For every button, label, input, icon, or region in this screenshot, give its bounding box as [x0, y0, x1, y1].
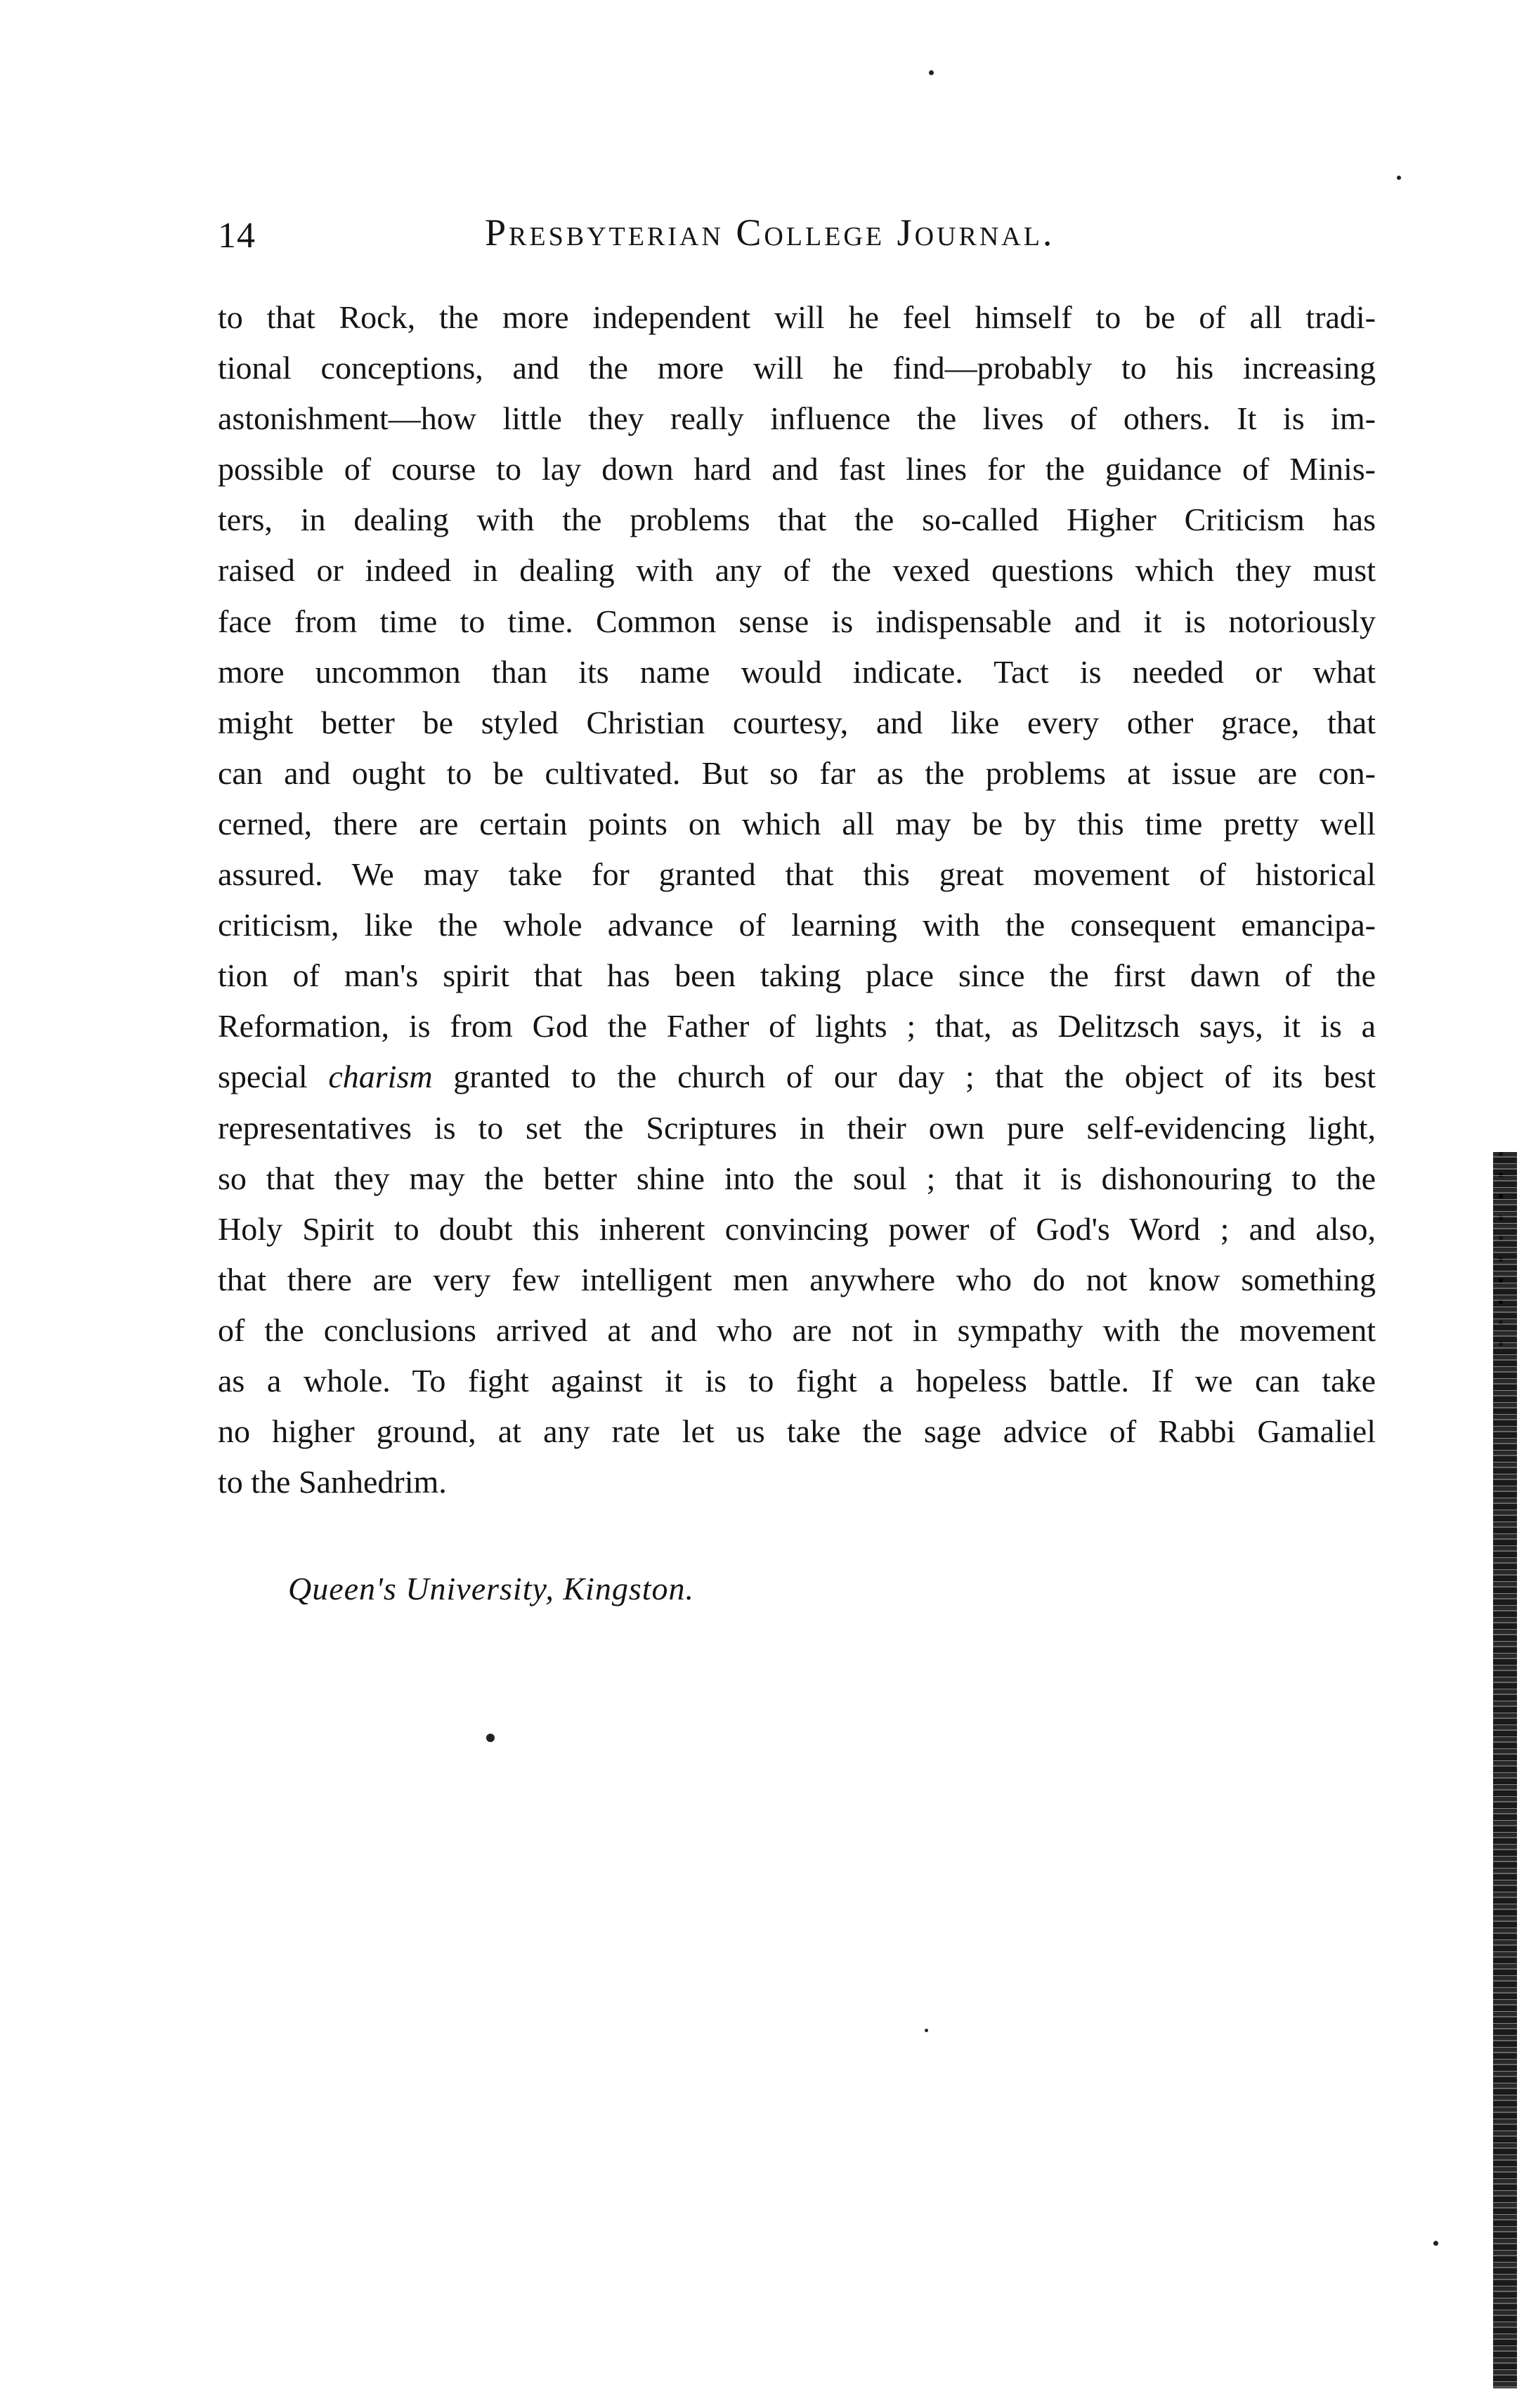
text-line: to that Rock, the more independent will he feel himself to be of all tradi-	[218, 299, 1376, 335]
text-line: so that they may the better shine into the soul ; that it is dishonouring to the	[218, 1160, 1376, 1196]
text-line-with-italic	[218, 1052, 1376, 1102]
scan-speck	[1397, 176, 1401, 180]
author-affiliation: Queen's University, Kingston.	[288, 1571, 695, 1607]
text-line: face from time to time. Common sense is indispensable and it is notoriously	[218, 603, 1376, 639]
text-line: possible of course to lay down hard and fast lines for the guidance of Minis-	[218, 451, 1376, 488]
text-line: cerned, there are certain points on which all may be by this time pretty well	[218, 805, 1376, 842]
italic-term: charism	[328, 1059, 433, 1095]
text-line: Reformation, is from God the Father of lights ; that, as Delitzsch says, it is a	[218, 1008, 1376, 1045]
scan-speck	[1433, 2241, 1438, 2246]
text-line: ters, in dealing with the problems that the so-called Higher Criticism has	[218, 502, 1376, 538]
text-line: tion of man's spirit that has been taking place since the first dawn of the	[218, 957, 1376, 994]
text-line: astonishment—how little they really influence the lives of others. It is im-	[218, 400, 1376, 437]
text-run: granted to the church of our day ; that the object of its best	[432, 1059, 1376, 1095]
text-line: raised or indeed in dealing with any of the vexed questions which they must	[218, 552, 1376, 589]
text-line: tional conceptions, and the more will he find—probably to his increasing	[218, 350, 1376, 386]
text-line: criticism, like the whole advance of learning with the consequent emancipa-	[218, 907, 1376, 943]
scan-speck	[486, 1734, 495, 1742]
text-line: as a whole. To fight against it is to fight a hopeless battle. If we can take	[218, 1362, 1376, 1399]
text-run: special	[218, 1059, 329, 1095]
text-line: more uncommon than its name would indicate. Tact is needed or what	[218, 653, 1376, 690]
page-edge-shadow	[1493, 1152, 1517, 2388]
text-line: that there are very few intelligent men anywhere who do not know something	[218, 1261, 1376, 1297]
body-paragraph	[218, 292, 1376, 1507]
text-line: to the Sanhedrim.	[218, 1464, 447, 1500]
scan-speck	[925, 2029, 928, 2032]
text-line: representatives is to set the Scriptures in their own pure self-evidencing light,	[218, 1109, 1376, 1146]
text-line: of the conclusions arrived at and who are not in sympathy with the movement	[218, 1311, 1376, 1348]
text-line: might better be styled Christian courtesy, and like every other grace, that	[218, 704, 1376, 740]
page-header	[218, 211, 1377, 274]
running-head: Presbyterian College Journal.	[485, 211, 1055, 254]
text-line: no higher ground, at any rate let us take the sage advice of Rabbi Gamaliel	[218, 1413, 1376, 1450]
text-line: Holy Spirit to doubt this inherent convincing power of God's Word ; and also,	[218, 1210, 1376, 1247]
text-line: can and ought to be cultivated. But so far as the problems at issue are con-	[218, 754, 1376, 791]
text-line: assured. We may take for granted that this great movement of historical	[218, 856, 1376, 893]
scan-speck	[929, 70, 934, 75]
page-number: 14	[218, 216, 256, 256]
